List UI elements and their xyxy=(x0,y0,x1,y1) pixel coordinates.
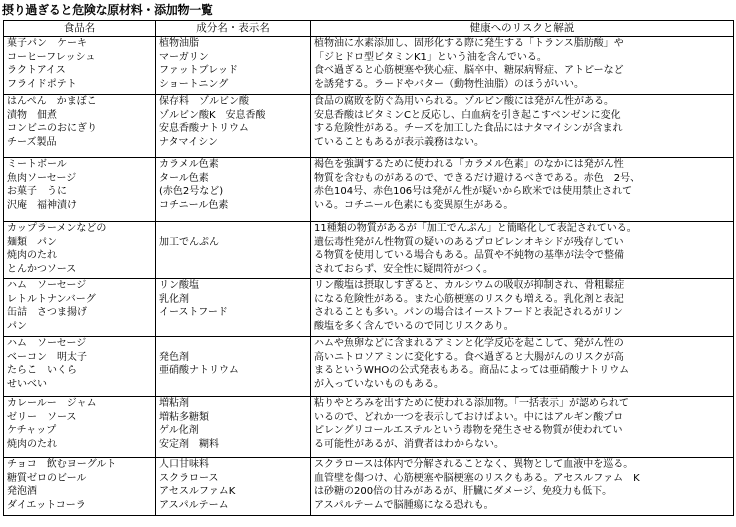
risk-line: ハムや魚卵などに含まれるアミンと化学反応を起こして、発がん性の xyxy=(314,338,624,349)
risk-line: いる。コチニール色素にも変異原生がある。 xyxy=(314,199,514,211)
risk-line: 物質を含むものがあるので、できるだけ避けるべきである。赤色 2号、 xyxy=(314,172,641,184)
ingredient-line: ファットブレッド xyxy=(159,65,238,77)
ingredient-line xyxy=(159,222,307,236)
food-line: ダイエットコーラ xyxy=(7,499,86,511)
food-line: はんぺん かまぼこ xyxy=(7,96,97,107)
risk-cell xyxy=(311,222,734,279)
ingredient-cell xyxy=(156,337,311,397)
ingredient-cell xyxy=(156,37,311,95)
food-cell xyxy=(4,222,156,279)
table-row xyxy=(4,37,734,95)
risk-line: まるというWHOの公式発表もある。商品によっては亜硝酸ナトリウム xyxy=(314,365,630,377)
risk-line: 褐色を強調するために使われる「カラメル色素」のなかには発がん性 xyxy=(314,159,624,170)
food-cell xyxy=(4,37,156,95)
ingredient-line: マーガリン xyxy=(159,51,209,63)
ingredient-line: カラメル色素 xyxy=(159,159,219,170)
additives-table xyxy=(3,20,734,516)
table-row xyxy=(4,95,734,158)
food-line: 焼肉のたれ xyxy=(7,250,57,262)
header-ingredient-name: 成分名・表示名 xyxy=(156,21,311,37)
food-line: フライドポテト xyxy=(7,78,77,90)
food-cell xyxy=(4,95,156,158)
ingredient-line: 増粘剤 xyxy=(159,398,189,409)
ingredient-line: 乳化剤 xyxy=(159,293,189,305)
ingredient-cell xyxy=(156,458,311,516)
food-cell xyxy=(4,337,156,397)
ingredient-line: 安定剤 糊料 xyxy=(159,438,219,450)
food-line: 漬物 佃煮 xyxy=(7,109,57,121)
food-line: レトルトナンバーグ xyxy=(7,293,96,305)
food-line: 麺類 パン xyxy=(7,236,57,248)
ingredient-line: 亜硝酸ナトリウム xyxy=(159,365,239,377)
ingredient-line: ナタマイシン xyxy=(159,136,219,148)
risk-cell xyxy=(311,397,734,458)
food-line: 缶詰 さつま揚げ xyxy=(7,307,87,319)
risk-line: る可能性があるが、消費者はわからない。 xyxy=(314,438,504,450)
ingredient-line: アセスルファムK xyxy=(159,486,236,498)
table-row xyxy=(4,222,734,279)
ingredient-cell xyxy=(156,158,311,222)
food-line: チョコ 飲むヨーグルト xyxy=(7,459,117,470)
food-line: カップラーメンなどの xyxy=(7,223,107,234)
risk-cell xyxy=(311,37,734,95)
ingredient-line: 保存料 ゾルビン酸 xyxy=(159,96,249,107)
food-line: 焼肉のたれ xyxy=(7,438,57,450)
ingredient-line: 増粘多糖類 xyxy=(159,411,209,423)
ingredient-line: 植物油脂 xyxy=(159,38,199,49)
risk-line: 血管壁を傷つけ、心筋梗塞や脳梗塞のリスクもある。アセスルファム K xyxy=(314,472,640,484)
food-line: せいべい xyxy=(7,378,47,390)
risk-line: いるので、どれか一つを表示しておけばよい。中にはアルギン酸プロ xyxy=(314,411,624,423)
risk-line: 高いニトロソアミンに変化する。食べ過ぎると大腸がんのリスクが高 xyxy=(314,351,624,363)
risk-line: ピレングリコールエステルという毒物を発生させる物質が使われてい xyxy=(314,425,623,437)
header-food-name: 食品名 xyxy=(4,21,156,37)
ingredient-line: 安息香酸ナトリウム xyxy=(159,123,249,135)
risk-line: 11種類の物質があるが「加工でんぷん」と簡略化して表記されている。 xyxy=(314,223,637,234)
ingredient-line: イーストフード xyxy=(159,307,228,319)
ingredient-line: タール色素 xyxy=(159,172,209,184)
food-cell xyxy=(4,397,156,458)
food-line: たらこ いくら xyxy=(7,365,77,377)
risk-line: が入っていないものもある。 xyxy=(314,378,444,390)
ingredient-line: 発色剤 xyxy=(159,351,189,363)
risk-line: する危険性がある。チーズを加工した食品にはナタマイシンが含まれ xyxy=(314,123,623,135)
food-line: コーヒーフレッシュ xyxy=(7,51,96,63)
table-header-row xyxy=(4,21,734,37)
risk-line: 植物油に水素添加し、固形化する際に発生する「トランス脂肪酸」や xyxy=(314,38,624,49)
ingredient-line xyxy=(159,337,307,351)
risk-cell xyxy=(311,279,734,337)
risk-line: 赤色104号、赤色106号は発がん性が疑いから欧米では使用禁止されて xyxy=(314,186,633,198)
ingredient-cell xyxy=(156,222,311,279)
risk-line: 遺伝毒性発がん性物質の疑いのあるプロピレンオキシドが残存してい xyxy=(314,236,624,248)
ingredient-line: アスパルテーム xyxy=(159,499,229,511)
risk-cell xyxy=(311,158,734,222)
food-line: 菓子パン ケーキ xyxy=(7,38,87,49)
food-line: カレールー ジャム xyxy=(7,398,97,409)
table-row xyxy=(4,279,734,337)
food-line: ミートボール xyxy=(7,159,67,170)
header-risk-explanation: 健康へのリスクと解説 xyxy=(311,21,734,37)
food-line: とんかつソース xyxy=(7,263,77,275)
ingredient-cell xyxy=(156,95,311,158)
ingredient-cell xyxy=(156,397,311,458)
risk-line: 粘りやとろみを出すために使われる添加物。「一括表示」が認められて xyxy=(314,398,629,409)
risk-line: スクラロースは体内で分解されることなく、異物として血液中を巡る。 xyxy=(314,459,634,470)
ingredient-line: ショートニング xyxy=(159,78,229,90)
food-line: 沢庵 福神漬け xyxy=(7,199,77,211)
ingredient-line: スクラロース xyxy=(159,472,219,484)
risk-line: リン酸塩は摂取しすぎると、カルシウムの吸収が抑制され、骨粗鬆症 xyxy=(314,280,625,291)
risk-line: 食品の腐敗を防ぐ為用いられる。ゾルビン酸には発がん性がある。 xyxy=(314,96,614,107)
risk-cell xyxy=(311,95,734,158)
food-cell xyxy=(4,158,156,222)
table-body xyxy=(4,37,734,516)
food-line: コンビニのおにぎり xyxy=(7,123,97,135)
risk-line: 「ジヒドロ型ビタミンK1」という油を含んでいる。 xyxy=(314,51,547,63)
food-line: お菓子 うに xyxy=(7,186,67,198)
food-line: チーズ製品 xyxy=(7,136,57,148)
risk-line: 酸塩を多く含んでいるので同じリスクあり。 xyxy=(314,320,514,332)
food-line: ハム ソーセージ xyxy=(7,338,87,349)
risk-line: 食べ過ぎると心筋梗塞や狭心症、脳卒中、糖尿病腎症、アトピーなど xyxy=(314,65,624,77)
food-line: パン xyxy=(7,320,27,332)
food-line: ベーコン 明太子 xyxy=(7,351,87,363)
food-line: ラクトアイス xyxy=(7,65,66,77)
risk-cell xyxy=(311,458,734,516)
risk-line: されておらず、安全性に疑問符がつく。 xyxy=(314,263,493,275)
table-row xyxy=(4,158,734,222)
food-cell xyxy=(4,458,156,516)
ingredient-line: ゾルビン酸K 安息香酸 xyxy=(159,109,266,121)
risk-line: になる危険性がある。また心筋梗塞のリスクも増える。乳化剤と表記 xyxy=(314,293,624,305)
ingredient-line: (赤色2号など) xyxy=(159,186,224,198)
food-line: 発泡酒 xyxy=(7,486,37,498)
food-line: ケチャップ xyxy=(7,425,57,437)
risk-line: 安息香酸はビタミンCと反応し、白血病を引き起こすベンゼンに変化 xyxy=(314,109,621,121)
risk-line: されることも多い。パンの場合はイーストフードと表記されるがリン xyxy=(314,307,623,319)
table-row xyxy=(4,337,734,397)
ingredient-line: 加工でんぷん xyxy=(159,236,219,248)
risk-line: を誘発する。ラードやバター（動物性油脂）のほうがいい。 xyxy=(314,78,584,90)
food-line: 魚肉ソーセージ xyxy=(7,172,77,184)
table-row xyxy=(4,458,734,516)
ingredient-line: コチニール色素 xyxy=(159,199,229,211)
risk-line: る物質を使用している場合もある。品質や不純物の基準が法令で整備 xyxy=(314,250,624,262)
ingredient-line: ゲル化剤 xyxy=(159,425,199,437)
document-title: 摂り過ぎると危険な原材料・添加物一覧 xyxy=(2,3,213,17)
food-line: ゼリー ソース xyxy=(7,411,77,423)
food-cell xyxy=(4,279,156,337)
table-row xyxy=(4,397,734,458)
risk-line: アスパルテームで脳腫瘍になる恐れも。 xyxy=(314,499,494,511)
ingredient-line: 人口甘味料 xyxy=(159,459,209,470)
risk-line: ていることもあるが表示義務はない。 xyxy=(314,136,484,148)
risk-cell xyxy=(311,337,734,397)
ingredient-line: リン酸塩 xyxy=(159,280,199,291)
ingredient-cell xyxy=(156,279,311,337)
risk-line: は砂糖の200倍の甘みがあるが、肝臓にダメージ、免疫力も低下。 xyxy=(314,486,613,498)
food-line: ハム ソーセージ xyxy=(7,280,87,291)
food-line: 糖質ゼロのビール xyxy=(7,472,87,484)
